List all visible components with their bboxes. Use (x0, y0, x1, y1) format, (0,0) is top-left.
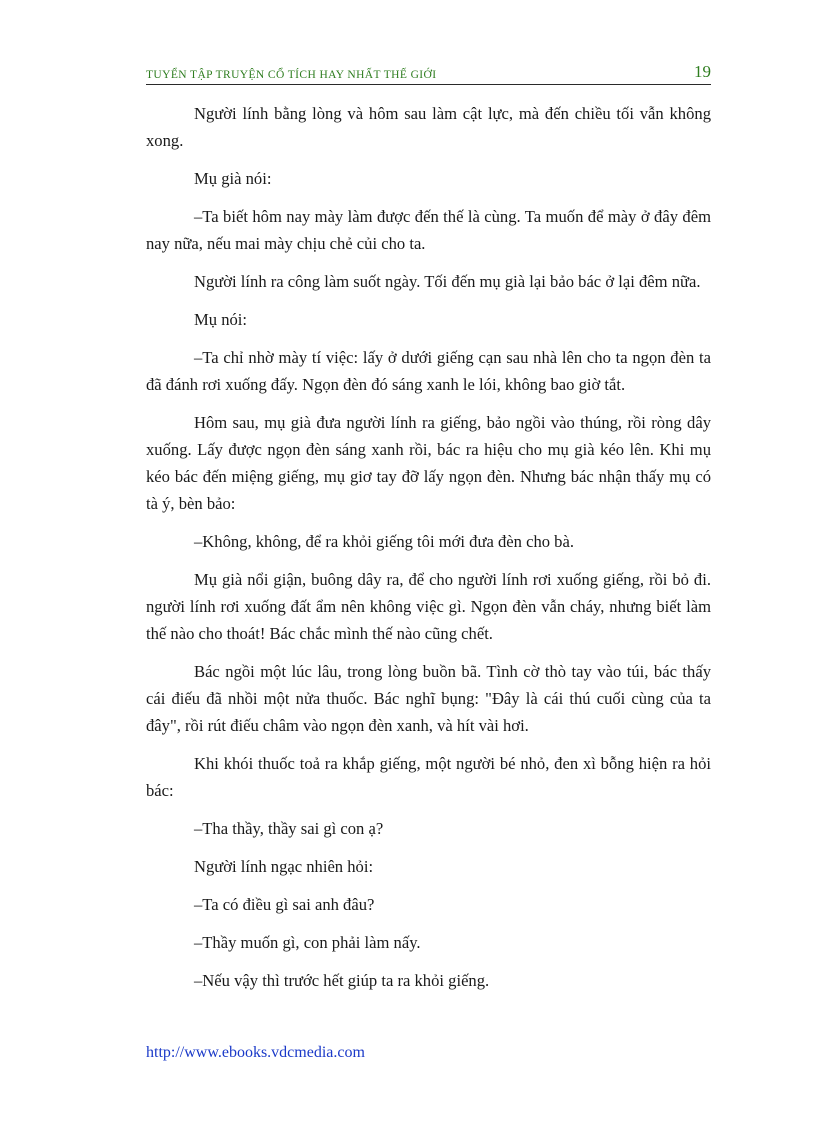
page-number: 19 (694, 62, 711, 81)
paragraph: Người lính ngạc nhiên hỏi: (194, 857, 374, 876)
paragraph: –Nếu vậy thì trước hết giúp ta ra khỏi giếng. (194, 971, 490, 990)
paragraph: –Ta có điều gì sai anh đâu? (194, 895, 375, 914)
paragraph: Hôm sau, mụ già đưa người lính ra giếng, bảo ngồi vào thúng, rồi ròng dây xuống. Lấy được ngọn đèn sáng xanh rồi, bác ra hiệu cho mụ già kéo lên. Khi mụ kéo bác đến miệng giếng, mụ giơ tay đỡ lấy ngọn đèn. Nhưng bác nhận thấy mụ có tà ý, bèn bảo: (146, 413, 711, 513)
paragraph: –Ta biết hôm nay mày làm được đến thế là cùng. Ta muốn để mày ở đây đêm nay nữa, nếu mai mày chịu chẻ củi cho ta. (146, 207, 711, 253)
page-header (146, 58, 711, 85)
paragraph: –Ta chỉ nhờ mày tí việc: lấy ở dưới giếng cạn sau nhà lên cho ta ngọn đèn ta đã đánh rơi xuống đấy. Ngọn đèn đó sáng xanh le lói, không bao giờ tắt. (146, 348, 711, 394)
page-body (146, 100, 711, 1005)
paragraph: –Tha thầy, thầy sai gì con ạ? (194, 819, 384, 838)
footer-website-link[interactable]: http://www.ebooks.vdcmedia.com (146, 1044, 365, 1061)
paragraph: Mụ già nói: (194, 169, 272, 188)
paragraph: –Không, không, để ra khỏi giếng tôi mới đưa đèn cho bà. (194, 532, 574, 551)
book-title: TUYỂN TẬP TRUYỆN CỔ TÍCH HAY NHẤT THẾ GIỚI (146, 69, 437, 81)
paragraph: Người lính bằng lòng và hôm sau làm cật lực, mà đến chiều tối vẫn không xong. (146, 104, 711, 150)
paragraph: Mụ nói: (194, 310, 248, 329)
paragraph: Người lính ra công làm suốt ngày. Tối đến mụ già lại bảo bác ở lại đêm nữa. (194, 272, 701, 291)
paragraph: Mụ già nổi giận, buông dây ra, để cho người lính rơi xuống giếng, rồi bỏ đi. người lính rơi xuống đất ẩm nên không việc gì. Ngọn đèn vẫn cháy, nhưng biết làm thế nào cho thoát! Bác chắc mình thế nào cũng chết. (146, 570, 711, 643)
paragraph: Bác ngồi một lúc lâu, trong lòng buồn bã. Tình cờ thò tay vào túi, bác thấy cái điếu đã nhồi một nửa thuốc. Bác nghĩ bụng: "Đây là cái thú cuối cùng của ta đây", rồi rút điếu châm vào ngọn đèn xanh, và hít vài hơi. (146, 662, 711, 735)
paragraph: Khi khói thuốc toả ra khắp giếng, một người bé nhỏ, đen xì bỗng hiện ra hỏi bác: (146, 754, 711, 800)
paragraph: –Thầy muốn gì, con phải làm nấy. (194, 933, 421, 952)
